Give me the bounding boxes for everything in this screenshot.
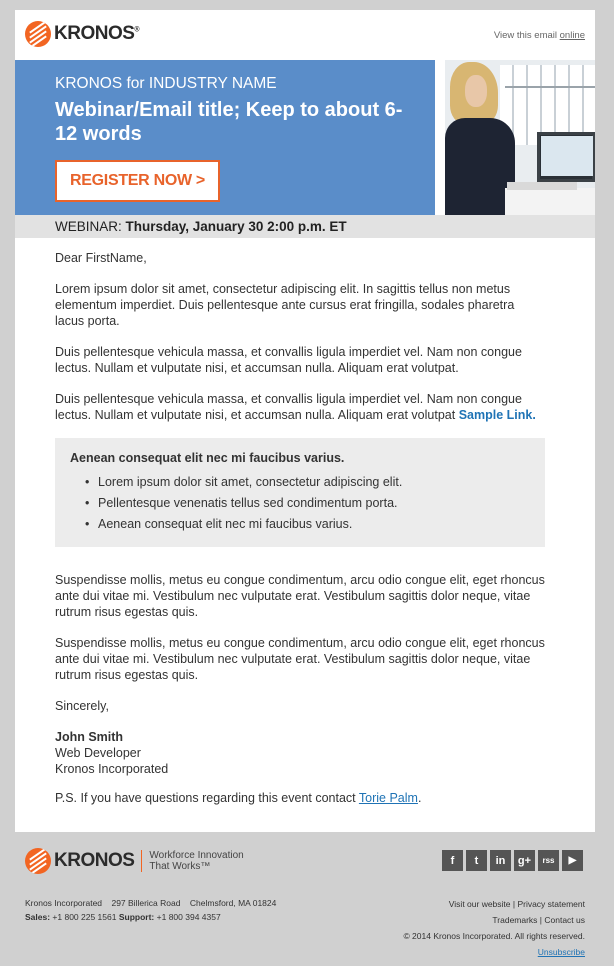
kronos-logo[interactable] xyxy=(25,21,139,47)
support-phone: +1 800 394 4357 xyxy=(156,912,221,922)
paragraph-5: Suspendisse mollis, metus eu congue condimentum, arcu odio congue elit, eget rhoncus ante dui vitae mi. Vestibulum nec vulputate erat. Vestibulum sagittis dolor neque, vitae rutrum risus egestas quis. xyxy=(55,636,545,682)
hero-subtitle: KRONOS for INDUSTRY NAME xyxy=(55,75,277,92)
view-online-prefix: View this email xyxy=(493,30,557,41)
unsubscribe-link[interactable]: Unsubscribe xyxy=(537,947,585,957)
view-online xyxy=(494,30,585,41)
footer-logo-text: KRONOS xyxy=(54,850,135,871)
hero-banner xyxy=(15,60,595,215)
youtube-icon[interactable]: ▶ xyxy=(562,850,583,871)
list-item: • Aenean consequat elit nec mi faucibus varius. xyxy=(98,516,530,532)
callout-box xyxy=(55,438,545,547)
address: Kronos Incorporated 297 Billerica Road Chelmsford, MA 01824 xyxy=(25,898,277,908)
webinar-label: WEBINAR: xyxy=(55,219,122,234)
paragraph-1: Lorem ipsum dolor sit amet, consectetur adipiscing elit. In sagittis tellus non metus elementum imperdiet. Duis pellentesque ante cursus erat fringilla, sodales pharetra lacus porta. xyxy=(55,282,515,328)
linkedin-icon[interactable]: in xyxy=(490,850,511,871)
signature-name: John Smith xyxy=(55,730,124,744)
postscript: P.S. If you have questions regarding this event contact Torie Palm. xyxy=(55,791,422,805)
kronos-globe-icon xyxy=(25,21,51,47)
email-body xyxy=(15,238,595,806)
twitter-icon[interactable]: t xyxy=(466,850,487,871)
sample-link[interactable]: Sample Link. xyxy=(458,408,536,422)
footer-logo[interactable] xyxy=(25,848,244,874)
signature-company: Kronos Incorporated xyxy=(55,762,169,776)
logo-text: KRONOS® xyxy=(54,23,140,44)
callout-list xyxy=(70,474,530,532)
website-privacy-links[interactable]: Visit our website | Privacy statement xyxy=(448,899,585,909)
view-online-link[interactable]: online xyxy=(559,30,585,41)
footer-links xyxy=(403,896,585,960)
closing: Sincerely, xyxy=(55,699,109,713)
signature-title: Web Developer xyxy=(55,746,141,760)
list-item: • Pellentesque venenatis tellus sed condimentum porta. xyxy=(98,495,530,511)
kronos-globe-icon xyxy=(25,848,51,874)
footer-address: Kronos Incorporated 297 Billerica Road Chelmsford, MA 01824 Sales: +1 800 225 1561 Support: +1 800 394 4357 xyxy=(25,898,277,922)
list-item: • Lorem ipsum dolor sit amet, consectetur adipiscing elit. xyxy=(98,474,530,490)
copyright: © 2014 Kronos Incorporated. All rights reserved. xyxy=(403,931,585,941)
paragraph-3: Duis pellentesque vehicula massa, et convallis ligula imperdiet vel. Nam non congue lectus. Nullam et vulputate nisi, et accumsan nulla. Aliquam erat volutpat Sample Link. xyxy=(55,392,536,422)
greeting: Dear FirstName, xyxy=(55,251,147,265)
footer-divider xyxy=(141,850,142,872)
sales-phone: +1 800 225 1561 xyxy=(52,912,117,922)
trademarks-contact-links[interactable]: Trademarks | Contact us xyxy=(492,915,585,925)
hero-photo xyxy=(445,60,595,215)
email-header xyxy=(15,10,595,60)
social-links xyxy=(442,850,583,871)
signature xyxy=(55,729,545,777)
register-now-button[interactable]: REGISTER NOW > xyxy=(55,160,220,202)
webinar-datetime: Thursday, January 30 2:00 p.m. ET xyxy=(125,219,347,234)
hero-title: Webinar/Email title; Keep to about 6-12 words xyxy=(55,99,403,145)
paragraph-2: Duis pellentesque vehicula massa, et convallis ligula imperdiet vel. Nam non congue lectus. Nullam et vulputate nisi, et accumsan nulla. Aliquam erat volutpat. xyxy=(55,345,522,375)
paragraph-4: Suspendisse mollis, metus eu congue condimentum, arcu odio congue elit, eget rhoncus ante dui vitae mi. Vestibulum nec vulputate erat. Vestibulum sagittis dolor neque, vitae rutrum risus egestas quis. xyxy=(55,573,545,619)
facebook-icon[interactable]: f xyxy=(442,850,463,871)
hero-panel xyxy=(15,60,435,215)
footer-tagline: Workforce Innovation That Works™ xyxy=(149,850,244,872)
contact-link[interactable]: Torie Palm xyxy=(358,791,418,805)
email-card xyxy=(15,10,595,832)
callout-title: Aenean consequat elit nec mi faucibus varius. xyxy=(70,451,345,465)
googleplus-icon[interactable]: g+ xyxy=(514,850,535,871)
rss-icon[interactable]: rss xyxy=(538,850,559,871)
webinar-date-bar xyxy=(15,215,595,238)
email-footer xyxy=(15,836,595,962)
